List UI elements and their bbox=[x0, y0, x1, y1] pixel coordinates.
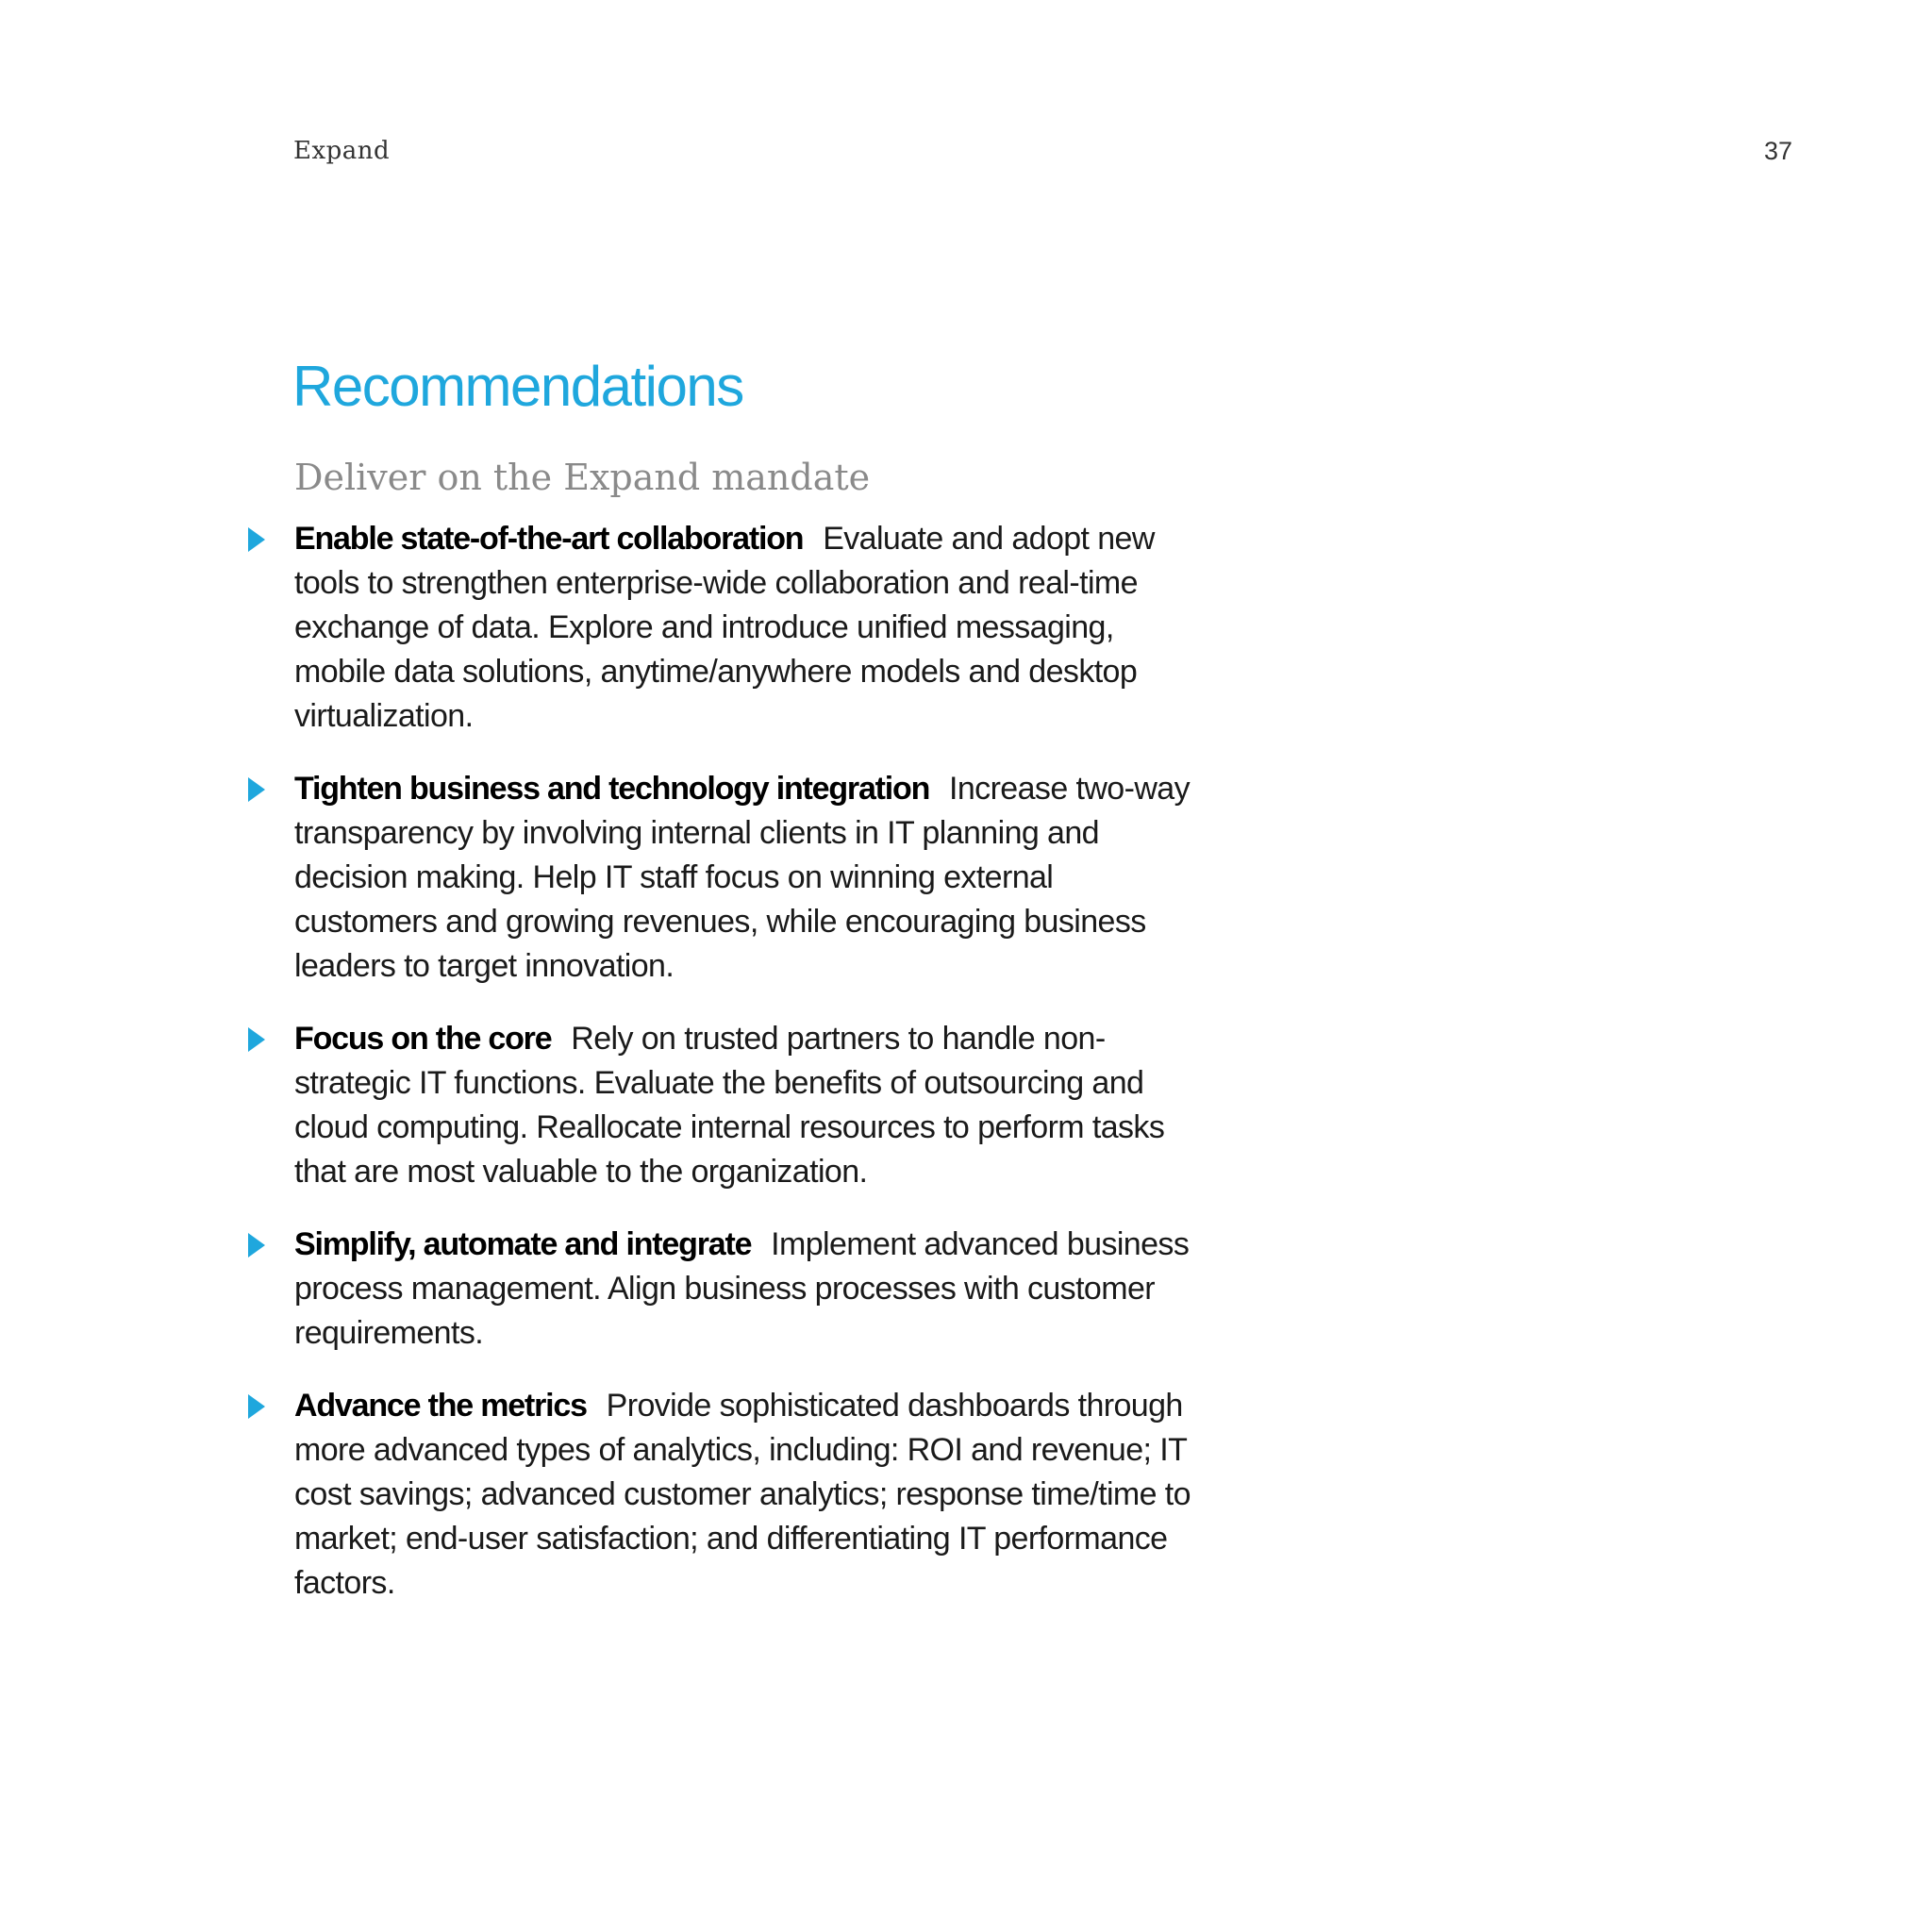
triangle-right-icon bbox=[248, 1027, 265, 1052]
triangle-right-icon bbox=[248, 1394, 265, 1419]
recommendation-body: Evaluate and adopt new tools to strengthen enterprise-wide collaboration and real-time exchange of data. Explore and introduce unified messaging, mobile data solutions, anytime/anywhere models and desktop virtualization. bbox=[294, 521, 1155, 734]
recommendation-item bbox=[0, 517, 1200, 739]
recommendation-item bbox=[0, 767, 1200, 989]
triangle-right-icon bbox=[248, 527, 265, 552]
recommendation-item bbox=[0, 1384, 1200, 1606]
page-title: Recommendations bbox=[292, 355, 743, 418]
recommendation-item bbox=[0, 1223, 1200, 1356]
page-subtitle: Deliver on the Expand mandate bbox=[294, 457, 871, 498]
triangle-right-icon bbox=[248, 777, 265, 802]
page-number: 37 bbox=[1763, 137, 1792, 165]
recommendation-heading: Focus on the core bbox=[294, 1021, 552, 1057]
recommendation-heading: Enable state-of-the-art collaboration bbox=[294, 521, 804, 557]
recommendation-body: Increase two-way transparency by involving internal clients in IT planning and decision making. Help IT staff focus on winning external customers and growing revenues, while encouraging business leaders to target innovation. bbox=[294, 771, 1190, 984]
recommendation-heading: Tighten business and technology integration bbox=[294, 771, 930, 807]
recommendation-body: Rely on trusted partners to handle non-strategic IT functions. Evaluate the benefits of outsourcing and cloud computing. Reallocate internal resources to perform tasks that are most valuable to the organization. bbox=[294, 1021, 1165, 1190]
recommendation-heading: Simplify, automate and integrate bbox=[294, 1226, 752, 1262]
triangle-right-icon bbox=[248, 1233, 265, 1257]
recommendation-heading: Advance the metrics bbox=[294, 1388, 587, 1424]
recommendation-body: Implement advanced business process management. Align business processes with customer requirements. bbox=[294, 1226, 1190, 1351]
section-label: Expand bbox=[293, 137, 391, 165]
recommendation-list bbox=[0, 517, 1932, 1634]
recommendation-item bbox=[0, 1017, 1200, 1194]
recommendation-body: Provide sophisticated dashboards through more advanced types of analytics, including: ROI and revenue; IT cost savings; advanced customer analytics; response time/time to market; end-user satisfaction; and differentiating IT performance factors. bbox=[294, 1388, 1191, 1601]
